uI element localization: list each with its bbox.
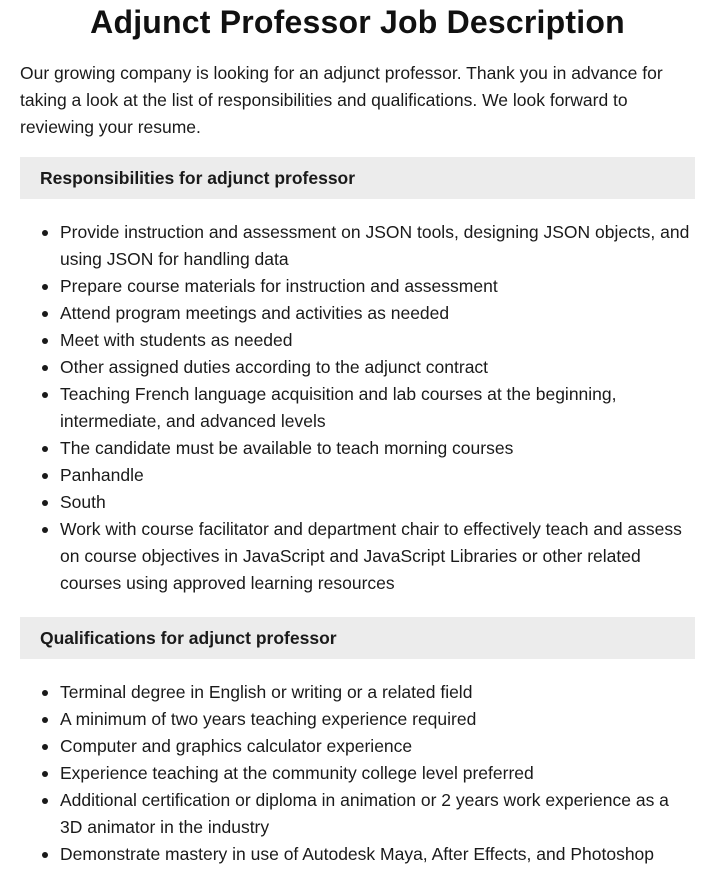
- qualification-item: Experience teaching at the community college level preferred: [60, 760, 695, 787]
- responsibilities-list: [20, 219, 695, 597]
- qualification-item: Additional certification or diploma in animation or 2 years work experience as a 3D animator in the industry: [60, 787, 695, 841]
- qualification-item: Terminal degree in English or writing or a related field: [60, 679, 695, 706]
- qualification-item: A minimum of two years teaching experience required: [60, 706, 695, 733]
- responsibility-item: Other assigned duties according to the adjunct contract: [60, 354, 695, 381]
- qualification-item: Demonstrate mastery in use of Autodesk Maya, After Effects, and Photoshop: [60, 841, 695, 868]
- responsibility-item: Prepare course materials for instruction and assessment: [60, 273, 695, 300]
- responsibility-item: Meet with students as needed: [60, 327, 695, 354]
- responsibility-item: Panhandle: [60, 462, 695, 489]
- responsibilities-heading: Responsibilities for adjunct professor: [20, 157, 695, 199]
- intro-paragraph: Our growing company is looking for an adjunct professor. Thank you in advance for taking a look at the list of responsibilities and qualifications. We look forward to reviewing your resume.: [20, 63, 663, 137]
- qualifications-list: [20, 679, 695, 868]
- page-title: Adjunct Professor Job Description: [90, 4, 625, 40]
- responsibility-item: The candidate must be available to teach morning courses: [60, 435, 695, 462]
- qualification-item: Computer and graphics calculator experience: [60, 733, 695, 760]
- responsibility-item: Provide instruction and assessment on JSON tools, designing JSON objects, and using JSON for handling data: [60, 219, 695, 273]
- responsibility-item: Teaching French language acquisition and lab courses at the beginning, intermediate, and advanced levels: [60, 381, 695, 435]
- responsibility-item: South: [60, 489, 695, 516]
- responsibility-item: Work with course facilitator and department chair to effectively teach and assess on course objectives in JavaScript and JavaScript Libraries or other related courses using approved learning resources: [60, 516, 695, 597]
- responsibility-item: Attend program meetings and activities as needed: [60, 300, 695, 327]
- qualifications-heading: Qualifications for adjunct professor: [20, 617, 695, 659]
